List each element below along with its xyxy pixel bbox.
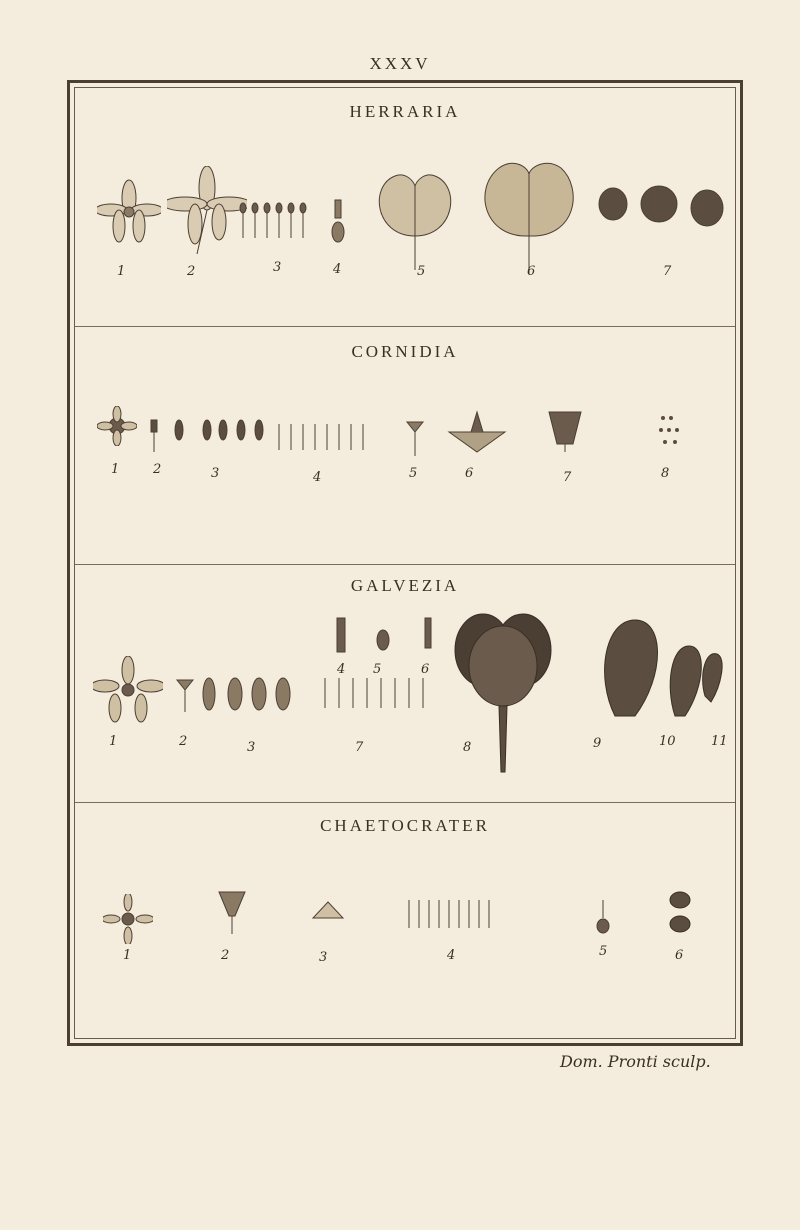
figure-number: 7 <box>563 470 572 485</box>
figure-number: 3 <box>319 950 328 965</box>
panel-title: GALVEZIA <box>350 576 460 595</box>
figure-number: 2 <box>179 734 188 749</box>
figure-number: 4 <box>333 262 342 277</box>
figure-number: 8 <box>463 740 472 755</box>
plate-number: XXXV <box>369 54 431 73</box>
plate-inner-frame <box>74 87 736 1039</box>
figure-number: 1 <box>109 734 118 749</box>
seed-illustration <box>667 888 693 936</box>
fruit-illustration <box>473 158 583 278</box>
figure-number: 6 <box>527 264 536 279</box>
figure-number: 11 <box>711 734 728 749</box>
figure-number: 4 <box>337 662 346 677</box>
plate-frame <box>67 80 743 1046</box>
figure-number: 2 <box>221 948 230 963</box>
figure-number: 2 <box>187 264 196 279</box>
engraver-credit: Dom. Pronti sculp. <box>560 1052 711 1071</box>
stamen-row <box>237 200 317 240</box>
pistil-illustration <box>331 198 345 244</box>
figure-number: 6 <box>465 466 474 481</box>
figure-number: 2 <box>153 462 162 477</box>
figure-number: 6 <box>675 948 684 963</box>
stamen-row <box>319 674 439 710</box>
stamen-illustration <box>331 614 441 664</box>
flower-illustration <box>97 406 137 446</box>
fruit-illustration <box>365 166 465 276</box>
figure-number: 5 <box>373 662 382 677</box>
figure-number: 8 <box>661 466 670 481</box>
calyx-illustration <box>217 886 247 936</box>
figure-number: 7 <box>663 264 672 279</box>
calyx-illustration <box>447 408 507 458</box>
figure-number: 3 <box>211 466 220 481</box>
panel-title: HERRARIA <box>349 102 461 121</box>
figure-number: 3 <box>247 740 256 755</box>
calyx-row <box>175 674 305 714</box>
figure-number: 6 <box>421 662 430 677</box>
figure-number: 9 <box>593 736 602 751</box>
figure-number: 5 <box>409 466 418 481</box>
flower-illustration <box>103 894 153 944</box>
fruit-illustration <box>545 404 585 454</box>
figure-number: 7 <box>355 740 364 755</box>
seed-illustration <box>595 180 725 230</box>
figure-number: 3 <box>273 260 282 275</box>
figure-number: 10 <box>659 734 676 749</box>
figure-number: 1 <box>123 948 132 963</box>
stamen-row <box>149 418 369 454</box>
figure-number: 5 <box>599 944 608 959</box>
flower-illustration <box>167 166 247 256</box>
fruit-illustration <box>443 606 563 776</box>
pistil-illustration <box>595 898 611 934</box>
panel-title: CORNIDIA <box>351 342 459 361</box>
panel-galvezia <box>75 564 735 803</box>
figure-number: 1 <box>111 462 120 477</box>
panel-title: CHAETOCRATER <box>320 816 490 835</box>
figure-number: 1 <box>117 264 126 279</box>
seed-illustration <box>655 412 685 452</box>
corolla-illustration <box>311 896 345 926</box>
pistil-illustration <box>405 418 425 458</box>
panel-cornidia <box>75 326 735 565</box>
figure-number: 5 <box>417 264 426 279</box>
figure-number: 4 <box>313 470 322 485</box>
panel-chaetocrater <box>75 802 735 1046</box>
flower-illustration <box>93 656 163 726</box>
stamen-row <box>405 898 499 930</box>
flower-illustration <box>97 178 161 248</box>
seed-illustration <box>595 616 725 726</box>
panel-herraria <box>75 88 735 327</box>
figure-number: 4 <box>447 948 456 963</box>
